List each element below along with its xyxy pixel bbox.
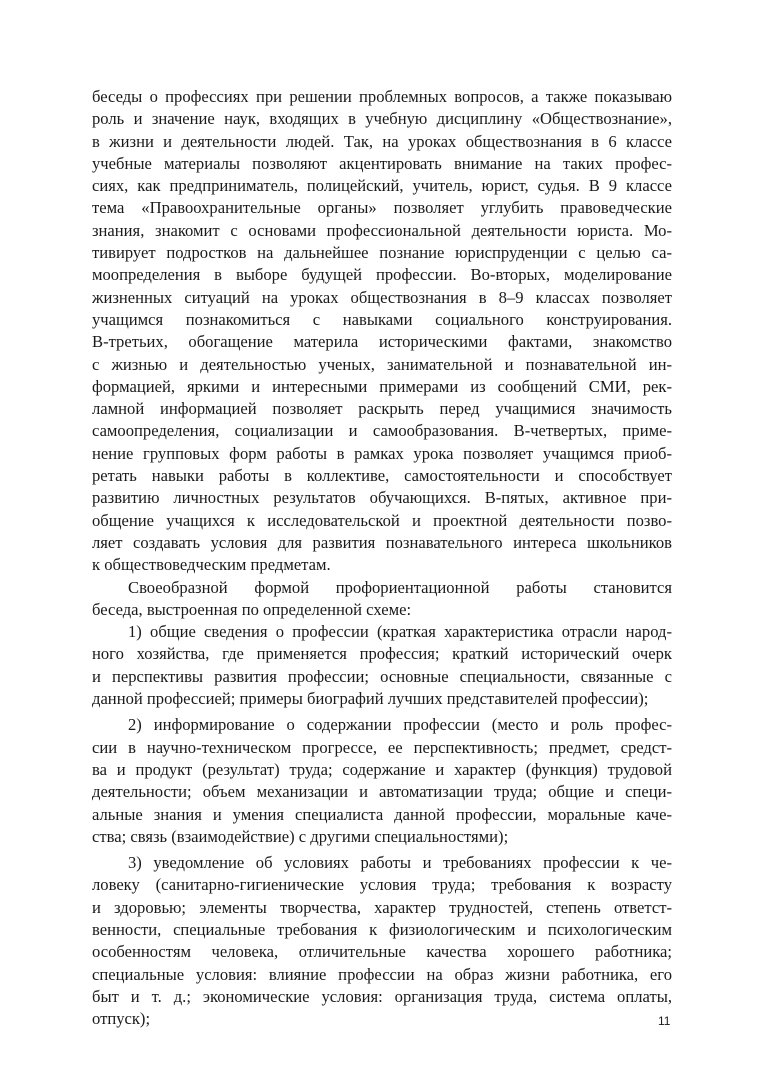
- text-line: В-третьих, обогащение материла историческими фактами, знакомство: [92, 332, 672, 352]
- text-line: и перспективы развития профессии; основные специальности, связанные с: [92, 666, 672, 686]
- text-line: сиях, как предприниматель, полицейский, учитель, юрист, судья. В 9 классе: [92, 176, 672, 196]
- list-item-1-first-line: 1) общие сведения о профессии (краткая характеристика отрасли народ-: [128, 622, 672, 642]
- text-line: знания, знакомит с основами профессиональной деятельности юриста. Мо-: [92, 220, 672, 240]
- text-line: венности, специальные требования к физиологическим и психологическим: [92, 919, 672, 939]
- text-line: данной профессией; примеры биографий лучших представителей профессии);: [92, 689, 649, 709]
- document-page: [92, 86, 672, 1030]
- text-line: развитию личностных результатов обучающихся. В-пятых, активное при-: [92, 488, 672, 508]
- text-line: роль и значение наук, входящих в учебную дисциплину «Обществознание»,: [92, 109, 672, 129]
- text-line: учебные материалы позволяют акцентировать внимание на таких профес-: [92, 153, 672, 173]
- text-line: тема «Правоохранительные органы» позволяет углубить правоведческие: [92, 198, 672, 218]
- text-line: нение групповых форм работы в рамках урока позволяет учащимся приоб-: [92, 443, 672, 463]
- text-line: общение учащихся к исследовательской и проектной деятельности позво-: [92, 510, 672, 530]
- text-line: ляет создавать условия для развития познавательного интереса школьников: [92, 532, 672, 552]
- text-line: тивирует подростков на дальнейшее познание юриспруденции с целью са-: [92, 243, 672, 263]
- text-line: ретать навыки работы в коллективе, самостоятельности и способствует: [92, 466, 672, 486]
- list-item-2-first-line: 2) информирование о содержании профессии (место и роль профес-: [128, 715, 672, 735]
- text-line: ва и продукт (результат) труда; содержание и характер (функция) трудовой: [92, 759, 672, 779]
- text-line: ного хозяйства, где применяется профессия; краткий исторический очерк: [92, 644, 672, 664]
- text-line: быт и т. д.; экономические условия: организация труда, система оплаты,: [92, 986, 672, 1006]
- text-line: беседы о профессиях при решении проблемных вопросов, а также показываю: [92, 87, 672, 106]
- text-line: с жизнью и деятельностью ученых, занимательной и познавательной ин-: [92, 354, 672, 374]
- text-line: отпуск);: [92, 1009, 151, 1029]
- text-line: к обществоведческим предметам.: [92, 555, 331, 575]
- text-line: ламной информацией позволяет раскрыть перед учащимися значимость: [92, 399, 672, 419]
- text-line: ловеку (санитарно-гигиенические условия труда; требования к возрасту: [92, 875, 672, 895]
- paragraph-first-line: Своеобразной формой профориентационной работы становится: [128, 577, 672, 597]
- text-line: ства; связь (взаимодействие) с другими специальностями);: [92, 826, 509, 846]
- text-line: сии в научно-техническом прогрессе, ее перспективность; предмет, средст-: [92, 737, 672, 757]
- text-line: беседа, выстроенная по определенной схеме:: [92, 599, 412, 619]
- text-line: жизненных ситуаций на уроках обществознания в 8–9 классах позволяет: [92, 287, 672, 307]
- text-line: моопределения в выборе будущей профессии. Во-вторых, моделирование: [92, 265, 672, 285]
- text-line: альные знания и умения специалиста данной профессии, моральные каче-: [92, 804, 672, 824]
- text-line: особенностям человека, отличительные качества хорошего работника;: [92, 942, 672, 962]
- text-line: деятельности; объем механизации и автоматизации труда; общие и специ-: [92, 782, 672, 802]
- text-line: в жизни и деятельности людей. Так, на уроках обществознания в 6 классе: [92, 131, 672, 151]
- text-line: и здоровью; элементы творчества, характер трудностей, степень ответст-: [92, 897, 672, 917]
- text-line: формацией, яркими и интересными примерами из сообщений СМИ, рек-: [92, 376, 672, 396]
- text-line: специальные условия: влияние профессии на образ жизни работника, его: [92, 964, 672, 984]
- text-line: самоопределения, социализации и самообразования. В-четвертых, приме-: [92, 421, 672, 441]
- text-line: учащимся познакомиться с навыками социального конструирования.: [92, 309, 672, 329]
- list-item-3-first-line: 3) уведомление об условиях работы и требованиях профессии к че-: [128, 853, 672, 873]
- page-number: 11: [658, 1014, 671, 1028]
